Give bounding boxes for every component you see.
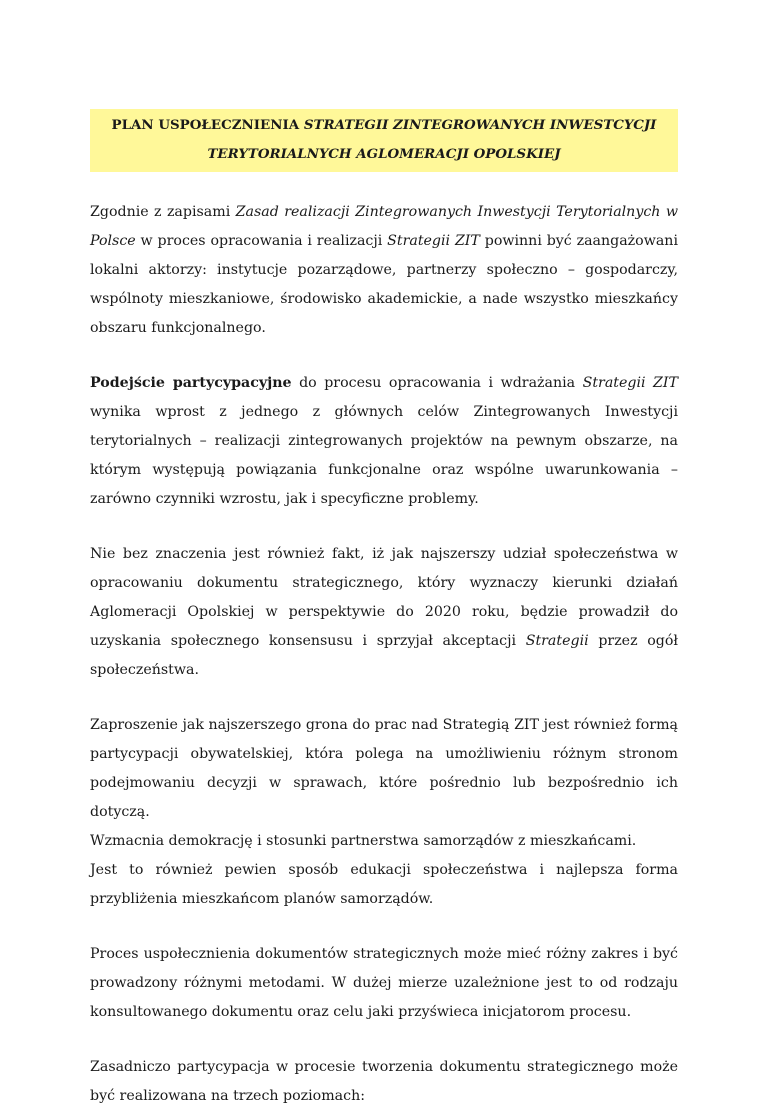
paragraph-levels: Zasadniczo partycypacja w procesie tworzenia dokumentu strategicznego może być realizowana na trzech poziomach: (90, 1059, 678, 1104)
paragraph-participatory-approach: Podejście partycypacyjne do procesu opracowania i wdrażania Strategii ZIT wynika wprost z jednego z głównych celów Zintegrowanych Inwestycji terytorialnych – realizacji zintegrowanych projektów na pewnym obszarze, na którym występują powiązania funkcjonalne oraz wspólne uwarunkowania – zarówno czynniki wzrostu, jak i specyficzne problemy. (90, 375, 678, 507)
title-line-2: TERYTORIALNYCH AGLOMERACJI OPOLSKIEJ (207, 146, 561, 162)
title-line-1: PLAN USPOŁECZNIENIA STRATEGII ZINTEGROWANYCH INWESTCYCJI (111, 117, 657, 133)
paragraph-education: Jest to również pewien sposób edukacji społeczeństwa i najlepsza forma przybliżenia mieszkańcom planów samorządów. (90, 862, 678, 907)
paragraph-invitation: Zaproszenie jak najszerszego grona do prac nad Strategią ZIT jest również formą partycypacji obywatelskiej, która polega na umożliwieniu różnym stronom podejmowaniu decyzji w sprawach, które pośrednio lub bezpośrednio ich dotyczą. (90, 717, 678, 820)
paragraph-public-participation: Nie bez znaczenia jest również fakt, iż jak najszerszy udział społeczeństwa w opracowaniu dokumentu strategicznego, który wyznaczy kierunki działań Aglomeracji Opolskiej w perspektywie do 2020 roku, będzie prowadził do uzyskania społecznego konsensusu i sprzyjał akceptacji Strategii przez ogół społeczeństwa. (90, 546, 678, 678)
paragraph-intro: Zgodnie z zapisami Zasad realizacji Zintegrowanych Inwestycji Terytorialnych w Polsce w proces opracowania i realizacji Strategii ZIT powinni być zaangażowani lokalni aktorzy: instytucje pozarządowe, partnerzy społeczno – gospodarczy, wspólnoty mieszkaniowe, środowisko akademickie, a nade wszystko mieszkańcy obszaru funkcjonalnego. (90, 204, 678, 336)
document-title (90, 109, 678, 172)
paragraph-democracy: Wzmacnia demokrację i stosunki partnerstwa samorządów z mieszkańcami. (90, 833, 637, 849)
paragraph-process: Proces uspołecznienia dokumentów strategicznych może mieć różny zakres i być prowadzony różnymi metodami. W dużej mierze uzależnione jest to od rodzaju konsultowanego dokumentu oraz celu jaki przyświeca inicjatorom procesu. (90, 946, 678, 1020)
document-page (90, 109, 678, 1111)
